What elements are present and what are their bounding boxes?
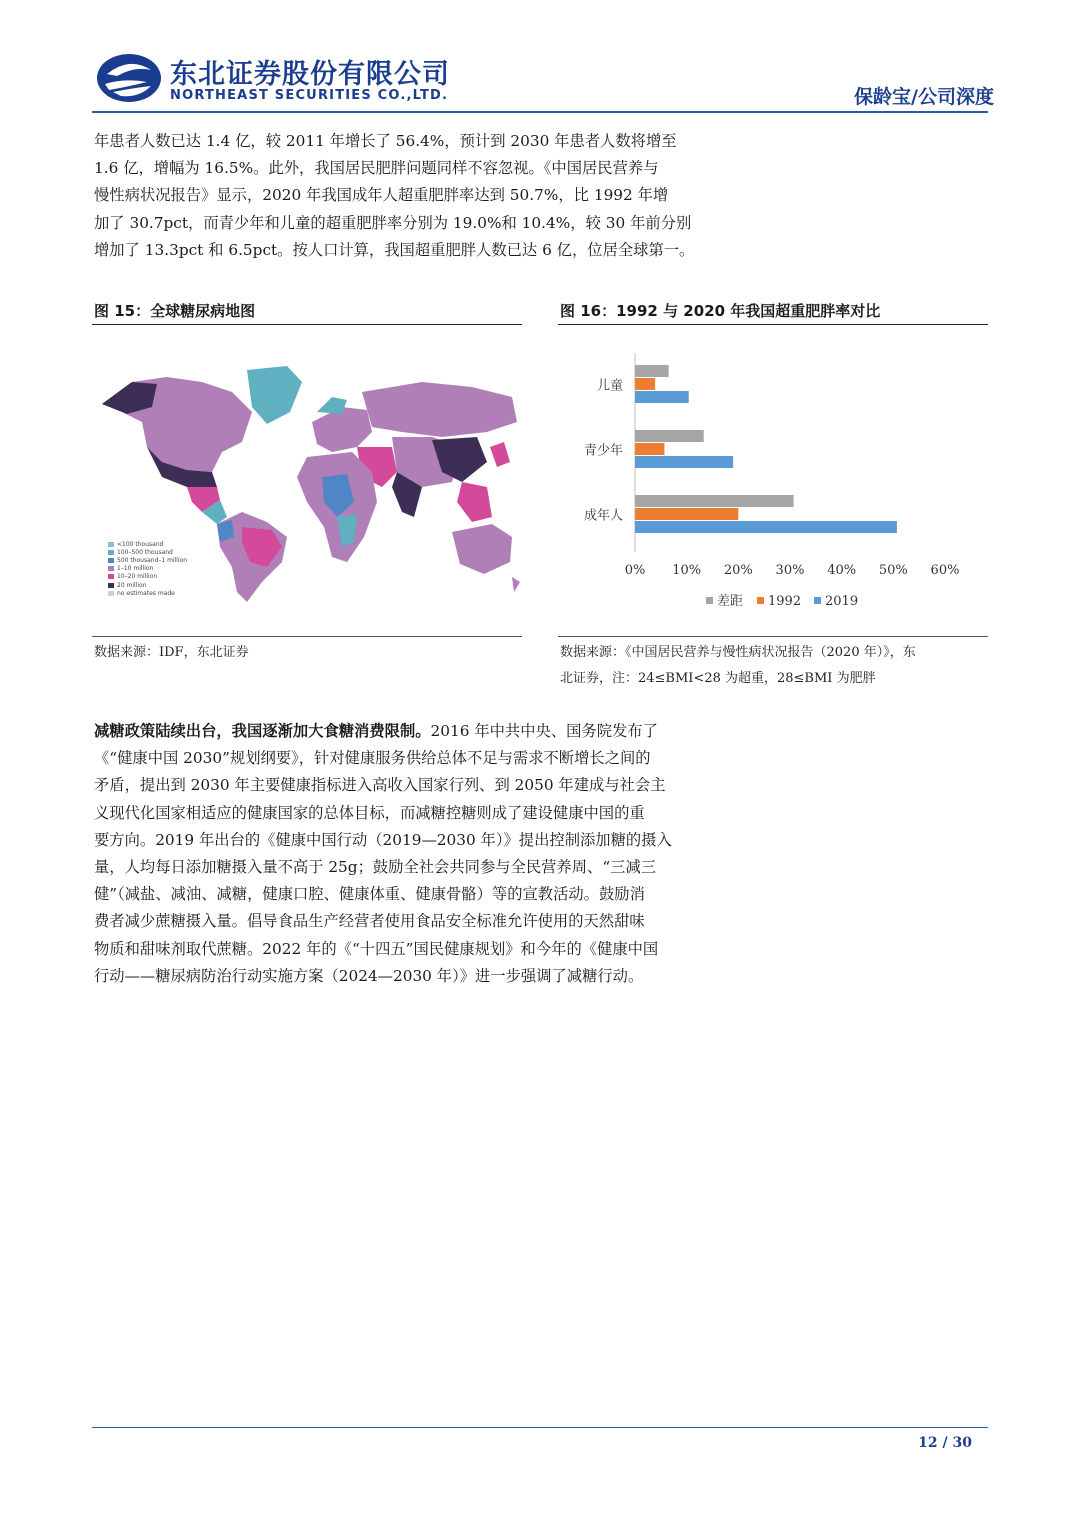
map-legend	[108, 540, 187, 597]
bar-2019-青少年	[635, 456, 733, 468]
x-tick-label: 20%	[723, 563, 753, 578]
policy-paragraph	[94, 718, 784, 990]
company-name-en: NORTHEAST SECURITIES CO.,LTD.	[170, 88, 449, 103]
legend-swatch	[108, 574, 114, 579]
text-line: 2016 年中共中央、国务院发布了	[430, 722, 658, 740]
figure15-source: 数据来源：IDF，东北证券	[94, 645, 249, 660]
source-line: 数据来源：《中国居民营养与慢性病状况报告（2020 年）》，东	[560, 645, 916, 660]
legend-label: 差距	[717, 594, 744, 609]
header-rule	[92, 111, 988, 113]
text-line: 行动——糖尿病防治行动实施方案（2024—2030 年）》进一步强调了减糖行动。	[94, 966, 644, 985]
bar-差距-儿童	[635, 365, 669, 377]
text-line: 增加了 13.3pct 和 6.5pct。按人口计算，我国超重肥胖人数已达 6 亿，位居全球第一。	[94, 240, 695, 259]
text-line: 慢性病状况报告》显示，2020 年我国成年人超重肥胖率达到 50.7%，比 1992 年增	[94, 186, 669, 205]
text-line: 义现代化国家相适应的健康国家的总体目标，而减糖控糖则成了建设健康中国的重	[94, 803, 645, 822]
legend-swatch	[108, 542, 114, 547]
footer-rule	[92, 1427, 988, 1428]
map-legend-item: 100–500 thousand	[108, 548, 187, 556]
x-tick-label: 50%	[878, 563, 908, 578]
report-type: 保龄宝/公司深度	[854, 86, 994, 108]
map-legend-item: 10–20 million	[108, 573, 187, 581]
obesity-rate-chart	[558, 345, 988, 620]
x-tick-label: 0%	[624, 563, 646, 578]
text-line: 费者减少蔗糖摄入量。倡导食品生产经营者使用食品安全标准允许使用的天然甜味	[94, 912, 645, 931]
bar-2019-儿童	[635, 391, 689, 403]
bar-1992-儿童	[635, 378, 655, 390]
x-tick-label: 40%	[827, 563, 857, 578]
legend-label: 2019	[825, 594, 859, 609]
source-line: 北证券，注：24≤BMI<28 为超重，28≤BMI 为肥胖	[560, 671, 876, 686]
map-legend-item: no estimates made	[108, 589, 187, 597]
intro-paragraph	[94, 128, 784, 264]
legend-swatch	[814, 597, 821, 604]
figure16-title: 图 16：1992 与 2020 年我国超重肥胖率对比	[560, 302, 881, 320]
legend-swatch	[706, 597, 713, 604]
company-name-cn: 东北证券股份有限公司	[170, 59, 450, 90]
x-tick-label: 10%	[672, 563, 702, 578]
figure15-title-rule	[92, 324, 522, 325]
category-label: 成年人	[583, 508, 623, 524]
legend-swatch	[108, 566, 114, 571]
bar-1992-成年人	[635, 508, 738, 520]
text-line: 物质和甜味剂取代蔗糖。2022 年的《“十四五”国民健康规划》和今年的《健康中国	[94, 939, 659, 958]
text-line: 《“健康中国 2030”规划纲要》，针对健康服务供给总体不足与需求不断增长之间的	[94, 749, 651, 768]
x-tick-label: 30%	[775, 563, 805, 578]
figure16-source	[560, 640, 990, 692]
map-legend-item: <100 thousand	[108, 540, 187, 548]
map-legend-item: 20 million	[108, 581, 187, 589]
legend-swatch	[757, 597, 764, 604]
paragraph-lead: 减糖政策陆续出台，我国逐渐加大食糖消费限制。	[94, 722, 431, 740]
bar-2019-成年人	[635, 521, 897, 533]
legend-swatch	[108, 591, 114, 596]
bar-差距-青少年	[635, 430, 704, 442]
legend-label: 1992	[768, 594, 802, 609]
text-line: 要方向。2019 年出台的《健康中国行动（2019—2030 年）》提出控制添加糖的摄入	[94, 830, 672, 849]
company-logo	[95, 52, 163, 104]
text-line: 矛盾，提出到 2030 年主要健康指标进入高收入国家行列、到 2050 年建成与社会主	[94, 776, 666, 795]
category-label: 青少年	[583, 443, 623, 459]
page-number: 12 / 30	[918, 1435, 972, 1451]
bar-差距-成年人	[635, 495, 794, 507]
figure16-bottom-rule	[558, 636, 988, 637]
text-line: 年患者人数已达 1.4 亿，较 2011 年增长了 56.4%，预计到 2030 年患者人数将增至	[94, 132, 677, 150]
map-legend-item: 500 thousand–1 million	[108, 556, 187, 564]
figure15-title: 图 15：全球糖尿病地图	[94, 302, 256, 320]
category-label: 儿童	[596, 378, 623, 394]
text-line: 加了 30.7pct，而青少年和儿童的超重肥胖率分别为 19.0%和 10.4%，较 30 年前分别	[94, 213, 692, 232]
figure16-title-rule	[558, 324, 988, 325]
legend-swatch	[108, 550, 114, 555]
text-line: 量，人均每日添加糖摄入量不高于 25g；鼓励全社会共同参与全民营养周、“三减三	[94, 858, 657, 877]
text-line: 健”（减盐、减油、减糖，健康口腔、健康体重、健康骨骼）等的宣教活动。鼓励消	[94, 885, 645, 904]
x-tick-label: 60%	[930, 563, 960, 578]
bar-1992-青少年	[635, 443, 664, 455]
legend-swatch	[108, 558, 114, 563]
figure15-bottom-rule	[92, 636, 522, 637]
text-line: 1.6 亿，增幅为 16.5%。此外，我国居民肥胖问题同样不容忽视。《中国居民营养与	[94, 159, 659, 178]
map-legend-item: 1–10 million	[108, 565, 187, 573]
legend-swatch	[108, 583, 114, 588]
